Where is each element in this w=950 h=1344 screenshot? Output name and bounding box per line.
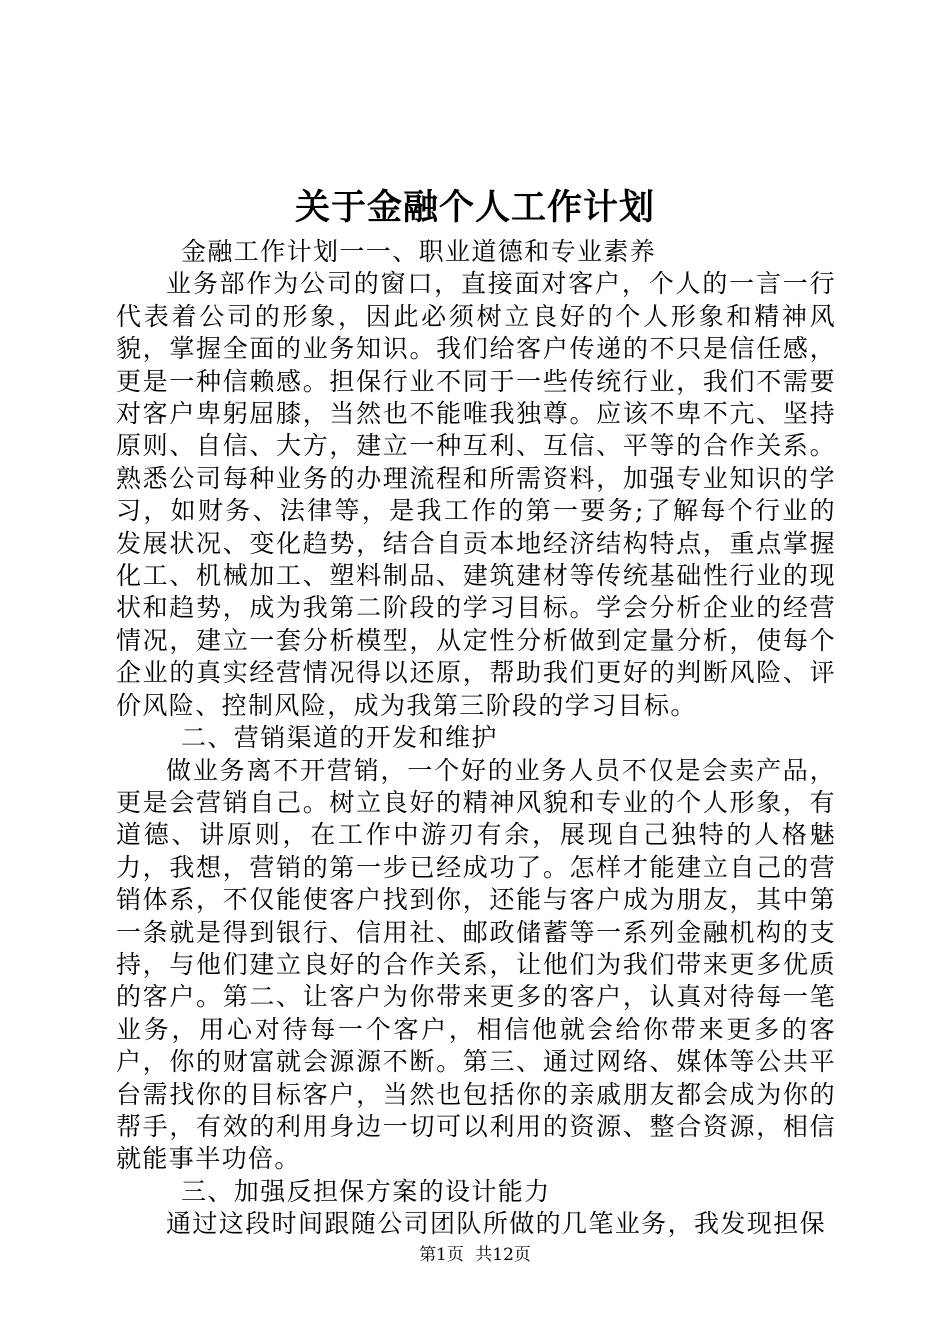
section-heading-1: 金融工作计划一一、职业道德和专业素养 (181, 237, 657, 266)
page-number: 第1页 (419, 1245, 464, 1265)
document-title: 关于金融个人工作计划 (294, 187, 655, 228)
document-body (116, 236, 836, 1241)
paragraph-3: 通过这段时间跟随公司团队所做的几笔业务，我发现担保 (166, 1209, 827, 1239)
paragraph-1: 业务部作为公司的窗口，直接面对客户，个人的一言一行代表着公司的形象，因此必须树立良好的个人形象和精神风貌，掌握全面的业务知识。我们给客户传递的不只是信任感，更是一种信赖感。担保行业不同于一些传统行业，我们不需要对客户卑躬屈膝，当然也不能唯我独尊。应该不卑不亢、坚持原则、自信、大方，建立一种互利、互信、平等的合作关系。熟悉公司每种业务的办理流程和所需资料，加强专业知识的学习，如财务、法律等，是我工作的第一要务;了解每个行业的发展状况、变化趋势，结合自贡本地经济结构特点，重点掌握化工、机械加工、塑料制品、建筑建材等传统基础性行业的现状和趋势，成为我第二阶段的学习目标。学会分析企业的经营情况，建立一套分析模型，从定性分析做到定量分析，使每个企业的真实经营情况得以还原，帮助我们更好的判断风险、评价风险、控制风险，成为我第三阶段的学习目标。 (116, 269, 836, 720)
section-heading-3: 三、加强反担保方案的设计能力 (181, 1176, 551, 1206)
paragraph-2: 做业务离不开营销，一个好的业务人员不仅是会卖产品，更是会营销自己。树立良好的精神风貌和专业的个人形象，有道德、讲原则，在工作中游刃有余，展现自己独特的人格魅力，我想，营销的第一步已经成功了。怎样才能建立自己的营销体系，不仅能使客户找到你，还能与客户成为朋友，其中第一条就是得到银行、信用社、邮政储蓄等一系列金融机构的支持，与他们建立良好的合作关系，让他们为我们带来更多优质的客户。第二、让客户为你带来更多的客户，认真对待每一笔业务，用心对待每一个客户，相信他就会给你带来更多的客户，你的财富就会源源不断。第三、通过网络、媒体等公共平台需找你的目标客户，当然也包括你的亲戚朋友都会成为你的帮手，有效的利用身边一切可以利用的资源、整合资源，相信就能事半功倍。 (116, 755, 836, 1174)
page-total: 共12页 (475, 1245, 531, 1265)
section-heading-2: 二、营销渠道的开发和维护 (181, 723, 498, 753)
page-footer (0, 1243, 950, 1267)
